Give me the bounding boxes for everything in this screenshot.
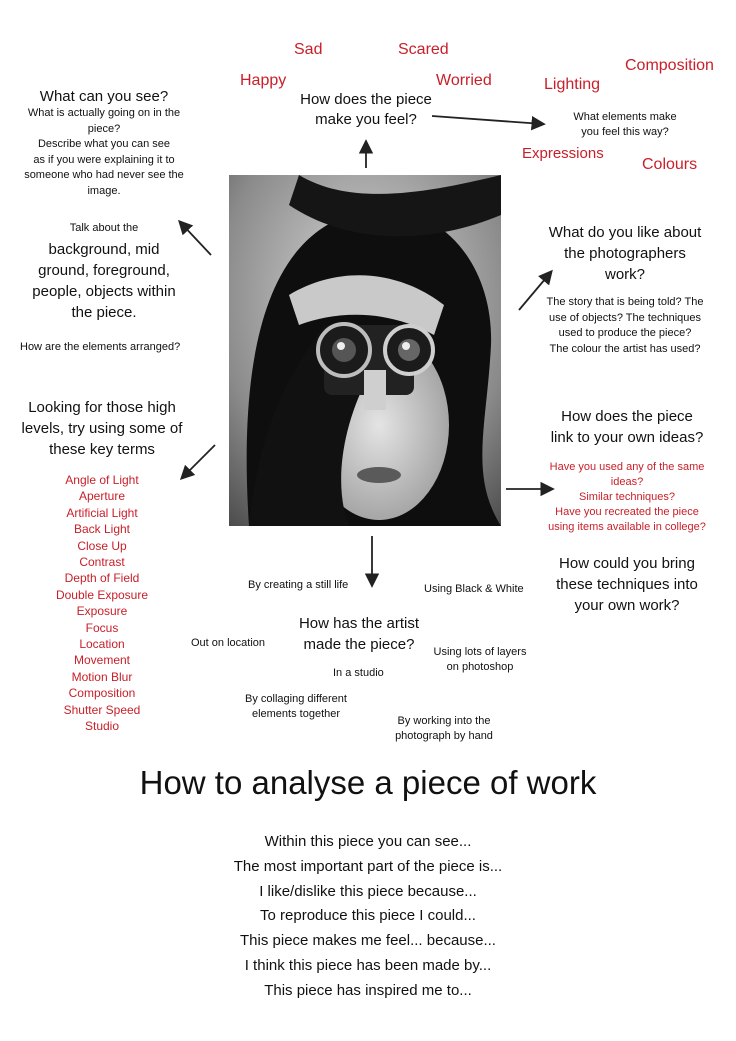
prompt-line: Within this piece you can see... xyxy=(264,833,472,850)
key-term: Exposure xyxy=(76,604,128,619)
terms-heading-line: Looking for those high xyxy=(28,399,176,416)
page-title: How to analyse a piece of work xyxy=(139,764,597,801)
like-heading-line: What do you like about xyxy=(548,224,702,241)
key-term: Contrast xyxy=(79,555,125,570)
terms-heading-line: these key terms xyxy=(49,441,155,458)
key-term: Artificial Light xyxy=(66,505,138,520)
elements-question-line: What elements make xyxy=(573,111,677,123)
made-black-white: Using Black & White xyxy=(424,583,524,595)
link-block xyxy=(532,406,722,535)
made-layers-line: Using lots of layers xyxy=(433,646,527,658)
made-collage-line: By collaging different xyxy=(245,693,347,705)
link-line: Have you used any of the same xyxy=(549,461,705,473)
elements-question-line: you feel this way? xyxy=(581,126,669,138)
talk-line: people, objects within xyxy=(32,283,176,300)
link-heading-line: link to your own ideas? xyxy=(550,429,704,446)
feel-word-happy: Happy xyxy=(240,72,287,89)
feel-word-worried: Worried xyxy=(436,72,492,89)
made-question-line: made the piece? xyxy=(303,636,415,653)
made-by-hand-line: photograph by hand xyxy=(395,730,493,742)
key-term: Angle of Light xyxy=(65,473,139,487)
key-term: Studio xyxy=(84,719,120,734)
link-line: ideas? xyxy=(610,476,644,488)
link-heading-line: How does the piece xyxy=(561,408,693,425)
made-collage-line: elements together xyxy=(251,708,341,720)
key-term: Close Up xyxy=(77,538,127,553)
feel-question-line: make you feel? xyxy=(315,111,417,128)
talk-line: background, mid xyxy=(48,241,160,258)
element-word-colours: Colours xyxy=(642,156,698,173)
made-location: Out on location xyxy=(191,637,265,649)
key-term: Focus xyxy=(85,620,119,635)
key-term: Composition xyxy=(68,686,136,701)
like-block xyxy=(532,222,718,357)
see-line: What is actually going on in the xyxy=(27,107,181,119)
terms-heading-line: levels, try using some of xyxy=(21,420,183,437)
like-heading-line: the photographers xyxy=(564,245,686,262)
talk-intro: Talk about the xyxy=(69,222,139,234)
terms-block xyxy=(12,397,192,460)
see-line: Describe what you can see xyxy=(37,138,171,150)
see-block xyxy=(14,87,194,199)
key-term: Shutter Speed xyxy=(63,702,141,717)
photographer-portrait-image xyxy=(229,175,501,526)
sentence-prompts xyxy=(0,830,736,1004)
element-word-lighting: Lighting xyxy=(544,76,601,93)
made-layers xyxy=(422,645,538,675)
bring-line: your own work? xyxy=(574,597,680,614)
like-heading-line: work? xyxy=(604,266,645,283)
key-terms-list xyxy=(12,472,192,735)
like-line: The colour the artist has used? xyxy=(549,342,701,355)
key-term: Movement xyxy=(73,653,131,668)
talk-line: ground, foreground, xyxy=(38,262,170,279)
key-term: Depth of Field xyxy=(64,571,140,586)
bring-block xyxy=(532,553,722,616)
key-term: Motion Blur xyxy=(71,669,133,684)
like-line: used to produce the piece? xyxy=(558,327,692,339)
made-studio: In a studio xyxy=(333,667,384,679)
key-term: Location xyxy=(79,637,125,652)
link-line: Similar techniques? xyxy=(579,491,675,503)
see-heading: What can you see? xyxy=(39,88,169,105)
elements-question xyxy=(556,110,694,140)
prompt-line: This piece has inspired me to... xyxy=(264,981,472,999)
made-still-life: By creating a still life xyxy=(248,579,349,591)
made-by-hand-line: By working into the xyxy=(397,715,491,727)
talk-line: the piece. xyxy=(71,304,137,321)
see-line: someone who had never see the xyxy=(24,169,184,181)
made-collage xyxy=(236,692,356,722)
arranged-question: How are the elements arranged? xyxy=(20,341,181,353)
prompt-line: I think this piece has been made by... xyxy=(244,956,492,974)
prompt-line: This piece makes me feel... because... xyxy=(240,932,496,950)
made-layers-line: on photoshop xyxy=(446,661,514,673)
element-word-composition: Composition xyxy=(625,57,714,74)
made-question-line: How has the artist xyxy=(298,615,420,632)
link-line: Have you recreated the piece xyxy=(555,506,699,518)
prompt-line: To reproduce this piece I could... xyxy=(260,907,476,925)
key-term: Aperture xyxy=(78,489,126,504)
bring-line: How could you bring xyxy=(559,555,695,572)
like-line: use of objects? The techniques xyxy=(548,311,702,324)
key-term: Double Exposure xyxy=(55,587,149,602)
made-question xyxy=(284,613,434,655)
bring-line: these techniques into xyxy=(556,576,698,593)
feel-question xyxy=(283,90,449,130)
see-line: as if you were explaining it to xyxy=(33,153,175,166)
link-line: using items available in college? xyxy=(548,521,706,533)
key-term: Back Light xyxy=(73,522,131,537)
see-line: piece? xyxy=(87,122,121,135)
feel-question-line: How does the piece xyxy=(300,91,432,108)
talk-block xyxy=(14,221,194,323)
feel-word-scared: Scared xyxy=(398,41,449,58)
made-by-hand xyxy=(386,714,502,744)
feel-word-sad: Sad xyxy=(294,41,323,58)
like-line: The story that is being told? The xyxy=(546,296,704,308)
prompt-line: The most important part of the piece is... xyxy=(233,857,503,875)
see-line: image. xyxy=(87,184,121,197)
element-word-expressions: Expressions xyxy=(522,145,604,162)
prompt-line: I like/dislike this piece because... xyxy=(259,882,477,900)
